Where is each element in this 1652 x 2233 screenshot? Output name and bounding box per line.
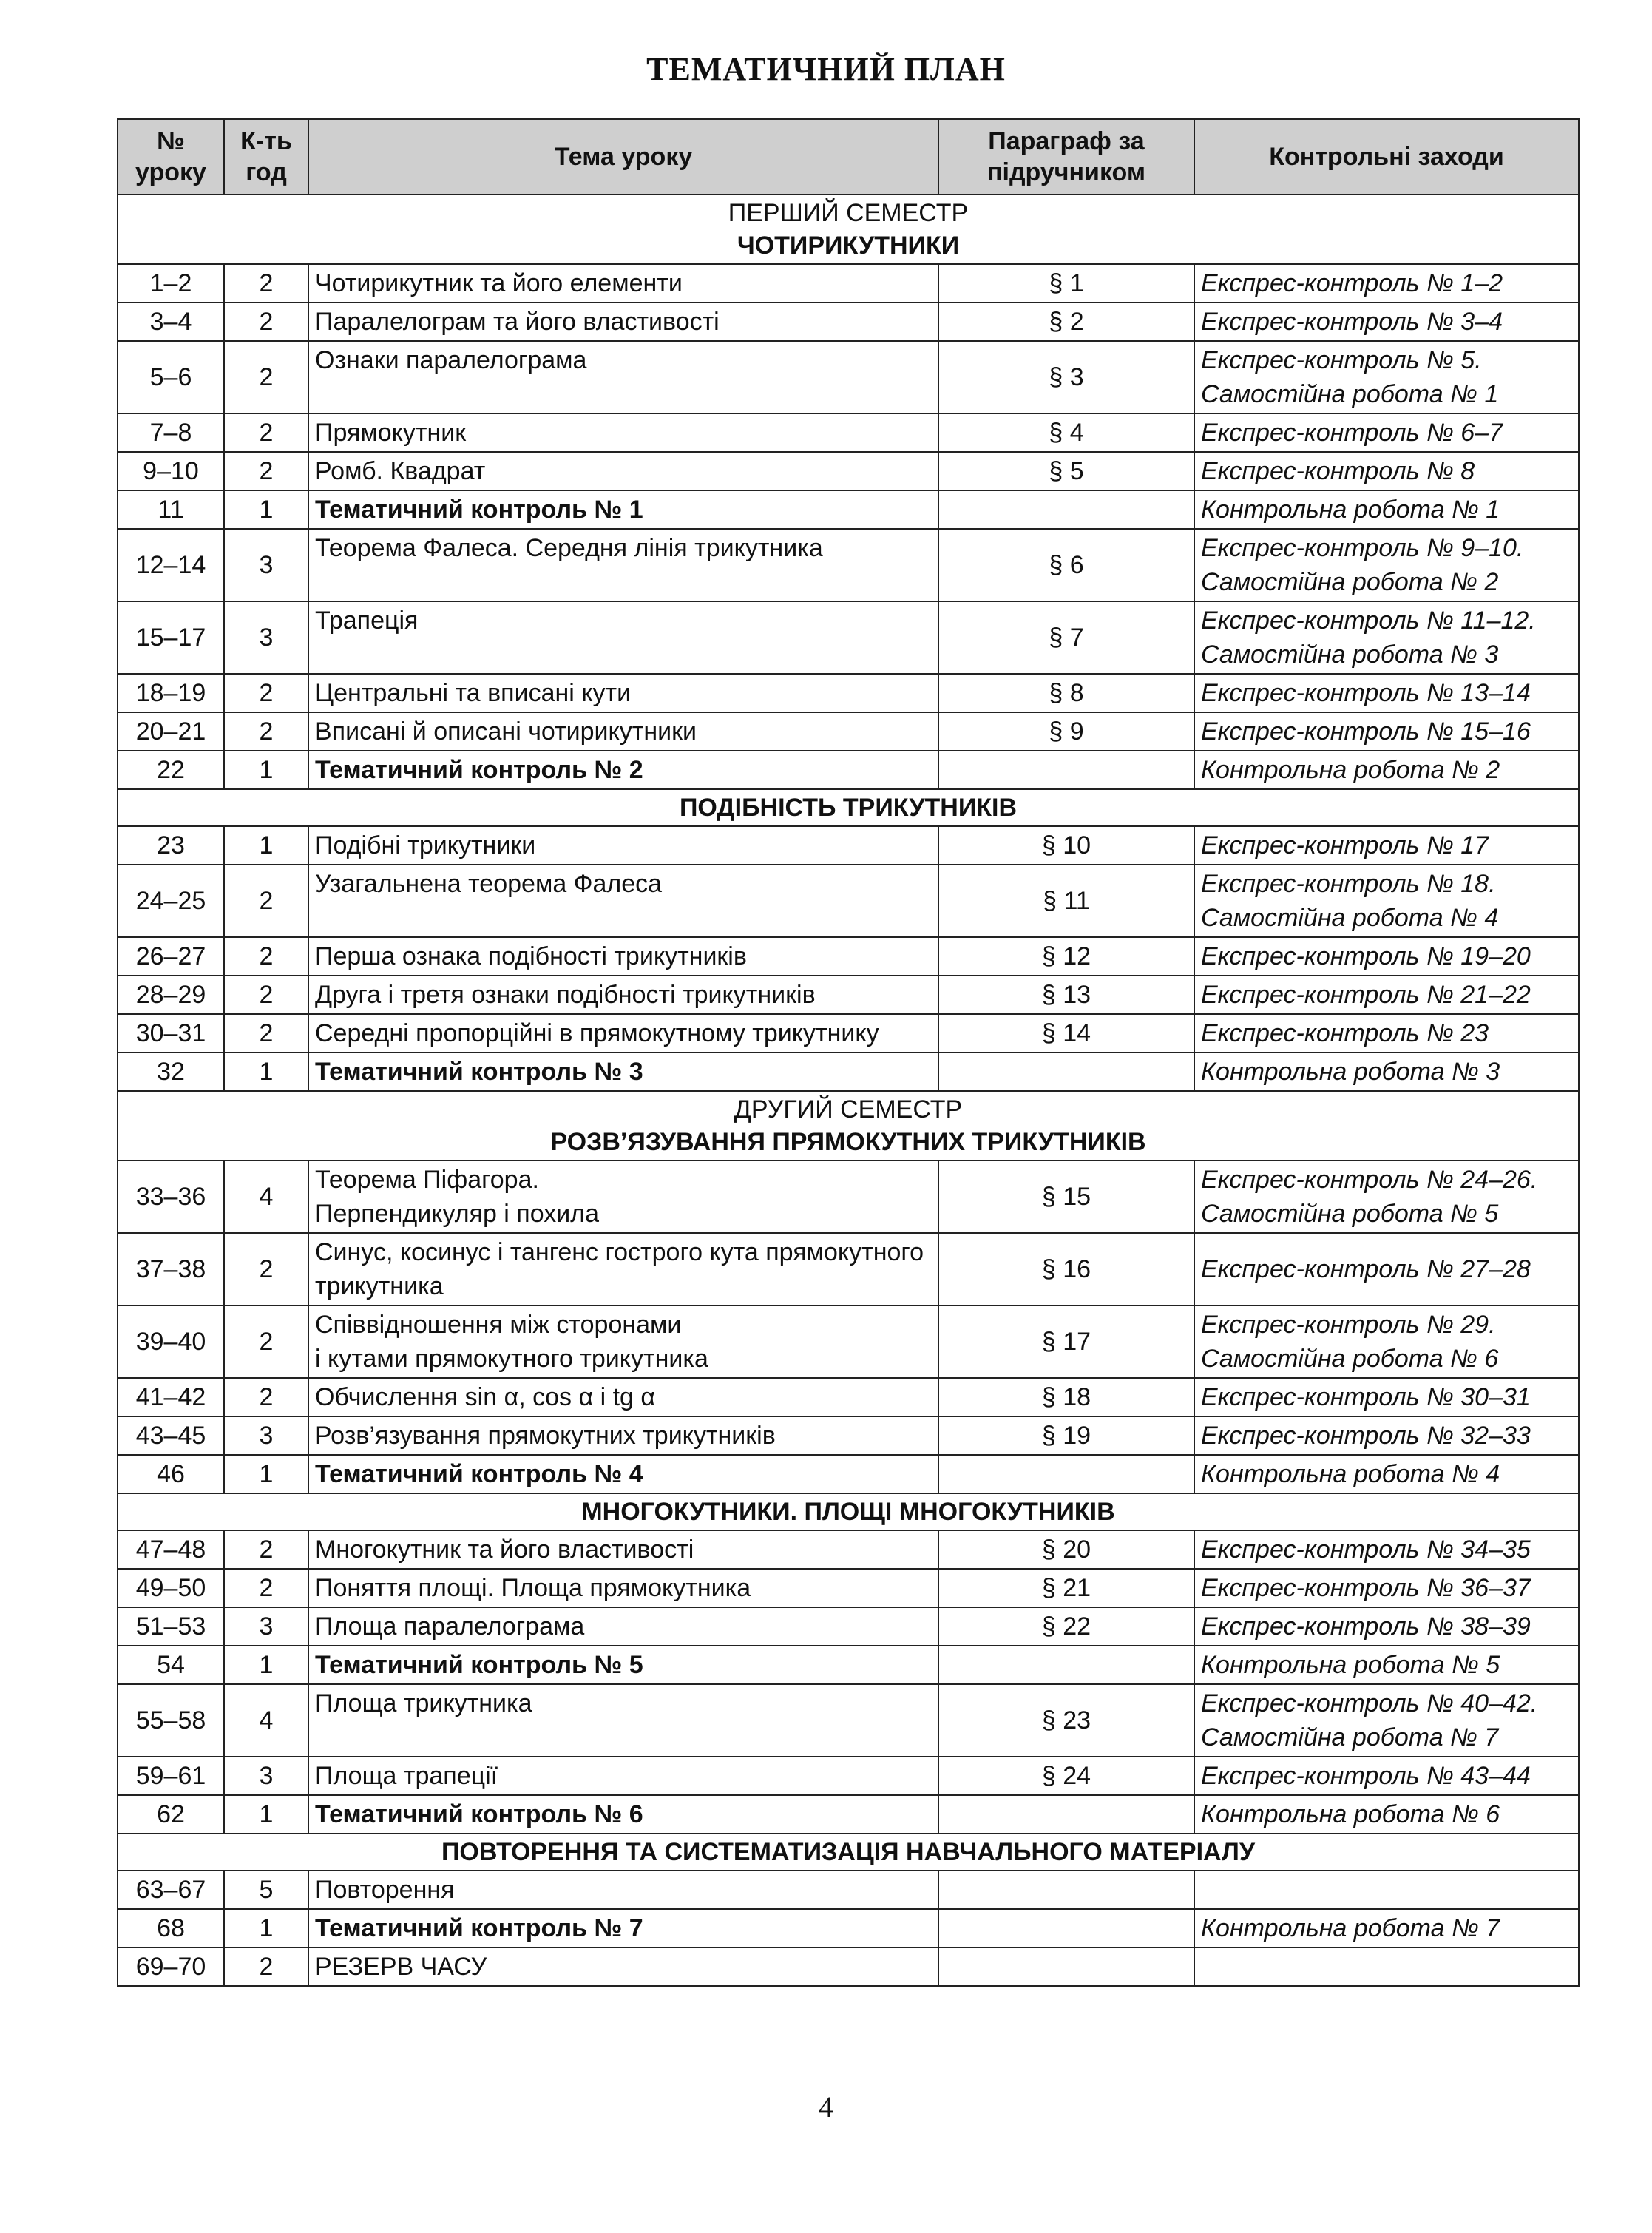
section-row [118, 1091, 1579, 1161]
semester-label: ДРУГИЙ СЕМЕСТР [734, 1095, 963, 1124]
table-row [118, 601, 1579, 674]
paragraph-cell: § 15 [938, 1161, 1194, 1233]
section-row [118, 195, 1579, 264]
topic-cell: Середні пропорційні в прямокутному трикутнику [308, 1014, 938, 1053]
topic-cell: Тематичний контроль № 4 [308, 1455, 938, 1493]
hours-cell: 1 [224, 490, 308, 529]
lesson-number-cell: 3–4 [118, 303, 224, 341]
lesson-number-cell: 54 [118, 1646, 224, 1684]
topic-cell: Поняття площі. Площа прямокутника [308, 1569, 938, 1607]
table-row [118, 1416, 1579, 1455]
lesson-number-cell: 18–19 [118, 674, 224, 712]
semester-label: ПЕРШИЙ СЕМЕСТР [728, 199, 969, 227]
hours-cell: 2 [224, 937, 308, 976]
lesson-number-cell: 32 [118, 1053, 224, 1091]
topic-cell: Теорема Фалеса. Середня лінія трикутника [308, 529, 938, 601]
topic-cell: Трапеція [308, 601, 938, 674]
hours-cell: 2 [224, 452, 308, 490]
table-row [118, 1569, 1579, 1607]
section-heading [118, 1091, 1579, 1161]
paragraph-cell: § 17 [938, 1305, 1194, 1378]
paragraph-cell: § 24 [938, 1757, 1194, 1795]
paragraph-cell [938, 1795, 1194, 1834]
lesson-number-cell: 59–61 [118, 1757, 224, 1795]
paragraph-cell [938, 1053, 1194, 1091]
table-row [118, 1607, 1579, 1646]
section-row [118, 1834, 1579, 1871]
lesson-number-cell: 22 [118, 751, 224, 789]
table-row [118, 490, 1579, 529]
table-row [118, 1530, 1579, 1569]
table-row [118, 529, 1579, 601]
table-row [118, 1161, 1579, 1233]
table-row [118, 1014, 1579, 1053]
table-row [118, 1305, 1579, 1378]
hours-cell: 2 [224, 341, 308, 413]
lesson-number-cell: 5–6 [118, 341, 224, 413]
table-row [118, 1947, 1579, 1986]
paragraph-cell: § 7 [938, 601, 1194, 674]
control-cell: Експрес-контроль № 19–20 [1194, 937, 1579, 976]
paragraph-cell [938, 490, 1194, 529]
control-cell [1194, 1947, 1579, 1986]
control-cell: Експрес-контроль № 5. Самостійна робота № 1 [1194, 341, 1579, 413]
lesson-number-cell: 51–53 [118, 1607, 224, 1646]
section-row [118, 789, 1579, 826]
control-cell: Контрольна робота № 1 [1194, 490, 1579, 529]
hours-cell: 2 [224, 413, 308, 452]
lesson-number-cell: 20–21 [118, 712, 224, 751]
hours-cell: 2 [224, 976, 308, 1014]
hours-cell: 2 [224, 1305, 308, 1378]
table-row [118, 1233, 1579, 1305]
lesson-number-cell: 1–2 [118, 264, 224, 303]
paragraph-cell: § 21 [938, 1569, 1194, 1607]
hours-cell: 2 [224, 865, 308, 937]
topic-cell: Узагальнена теорема Фалеса [308, 865, 938, 937]
control-cell: Експрес-контроль № 18. Самостійна робота № 4 [1194, 865, 1579, 937]
table-row [118, 341, 1579, 413]
hours-cell: 2 [224, 303, 308, 341]
control-cell: Експрес-контроль № 3–4 [1194, 303, 1579, 341]
lesson-number-cell: 33–36 [118, 1161, 224, 1233]
paragraph-cell [938, 1455, 1194, 1493]
control-cell: Контрольна робота № 5 [1194, 1646, 1579, 1684]
control-cell: Експрес-контроль № 29. Самостійна робота № 6 [1194, 1305, 1579, 1378]
topic-cell: Повторення [308, 1871, 938, 1909]
control-cell: Експрес-контроль № 34–35 [1194, 1530, 1579, 1569]
paragraph-cell: § 14 [938, 1014, 1194, 1053]
section-heading [118, 1493, 1579, 1530]
control-cell: Експрес-контроль № 9–10. Самостійна робота № 2 [1194, 529, 1579, 601]
lesson-number-cell: 43–45 [118, 1416, 224, 1455]
page-title: ТЕМАТИЧНИЙ ПЛАН [646, 51, 1006, 87]
paragraph-cell: § 3 [938, 341, 1194, 413]
paragraph-cell: § 9 [938, 712, 1194, 751]
header-topic: Тема уроку [308, 119, 938, 195]
hours-cell: 5 [224, 1871, 308, 1909]
topic-cell: Обчислення sin α, cos α і tg α [308, 1378, 938, 1416]
paragraph-cell [938, 1646, 1194, 1684]
lesson-number-cell: 11 [118, 490, 224, 529]
paragraph-cell: § 1 [938, 264, 1194, 303]
section-title: РОЗВ’ЯЗУВАННЯ ПРЯМОКУТНИХ ТРИКУТНИКІВ [550, 1128, 1146, 1156]
hours-cell: 3 [224, 1757, 308, 1795]
paragraph-cell: § 13 [938, 976, 1194, 1014]
table-row [118, 865, 1579, 937]
table-row [118, 751, 1579, 789]
table-row [118, 1909, 1579, 1947]
table-row [118, 413, 1579, 452]
lesson-number-cell: 12–14 [118, 529, 224, 601]
control-cell: Експрес-контроль № 11–12. Самостійна робота № 3 [1194, 601, 1579, 674]
lesson-number-cell: 23 [118, 826, 224, 865]
control-cell: Контрольна робота № 6 [1194, 1795, 1579, 1834]
topic-cell: Подібні трикутники [308, 826, 938, 865]
table-row [118, 303, 1579, 341]
hours-cell: 3 [224, 529, 308, 601]
lesson-number-cell: 37–38 [118, 1233, 224, 1305]
paragraph-cell: § 10 [938, 826, 1194, 865]
section-row [118, 1493, 1579, 1530]
topic-cell: Многокутник та його властивості [308, 1530, 938, 1569]
table-row [118, 1378, 1579, 1416]
topic-cell: РЕЗЕРВ ЧАСУ [308, 1947, 938, 1986]
control-cell: Експрес-контроль № 24–26. Самостійна робота № 5 [1194, 1161, 1579, 1233]
hours-cell: 3 [224, 601, 308, 674]
topic-cell: Тематичний контроль № 1 [308, 490, 938, 529]
control-cell: Експрес-контроль № 38–39 [1194, 1607, 1579, 1646]
lesson-number-cell: 26–27 [118, 937, 224, 976]
table-row [118, 937, 1579, 976]
paragraph-cell: § 19 [938, 1416, 1194, 1455]
control-cell: Експрес-контроль № 30–31 [1194, 1378, 1579, 1416]
topic-cell: Розв’язування прямокутних трикутників [308, 1416, 938, 1455]
table-row [118, 264, 1579, 303]
lesson-number-cell: 39–40 [118, 1305, 224, 1378]
table-row [118, 712, 1579, 751]
table-row [118, 1795, 1579, 1834]
lesson-number-cell: 9–10 [118, 452, 224, 490]
section-title: ПОДІБНІСТЬ ТРИКУТНИКІВ [679, 794, 1018, 822]
paragraph-cell [938, 1909, 1194, 1947]
table-row [118, 976, 1579, 1014]
hours-cell: 1 [224, 1053, 308, 1091]
hours-cell: 1 [224, 751, 308, 789]
control-cell: Експрес-контроль № 36–37 [1194, 1569, 1579, 1607]
paragraph-cell: § 22 [938, 1607, 1194, 1646]
hours-cell: 1 [224, 826, 308, 865]
table-row [118, 674, 1579, 712]
topic-cell: Паралелограм та його властивості [308, 303, 938, 341]
section-heading [118, 1834, 1579, 1871]
topic-cell: Теорема Піфагора. Перпендикуляр і похила [308, 1161, 938, 1233]
control-cell: Контрольна робота № 3 [1194, 1053, 1579, 1091]
section-heading [118, 195, 1579, 264]
control-cell: Експрес-контроль № 17 [1194, 826, 1579, 865]
topic-cell: Площа трикутника [308, 1684, 938, 1757]
table-body [118, 195, 1579, 1986]
lesson-number-cell: 68 [118, 1909, 224, 1947]
lesson-number-cell: 24–25 [118, 865, 224, 937]
paragraph-cell: § 18 [938, 1378, 1194, 1416]
lesson-number-cell: 46 [118, 1455, 224, 1493]
topic-cell: Ромб. Квадрат [308, 452, 938, 490]
page-number: 4 [819, 2090, 833, 2124]
lesson-number-cell: 47–48 [118, 1530, 224, 1569]
hours-cell: 4 [224, 1161, 308, 1233]
hours-cell: 2 [224, 1378, 308, 1416]
topic-cell: Тематичний контроль № 6 [308, 1795, 938, 1834]
paragraph-cell: § 5 [938, 452, 1194, 490]
lesson-number-cell: 28–29 [118, 976, 224, 1014]
control-cell: Експрес-контроль № 21–22 [1194, 976, 1579, 1014]
section-title: МНОГОКУТНИКИ. ПЛОЩІ МНОГОКУТНИКІВ [581, 1498, 1115, 1526]
topic-cell: Перша ознака подібності трикутників [308, 937, 938, 976]
control-cell: Експрес-контроль № 23 [1194, 1014, 1579, 1053]
hours-cell: 3 [224, 1416, 308, 1455]
control-cell: Контрольна робота № 4 [1194, 1455, 1579, 1493]
lesson-number-cell: 49–50 [118, 1569, 224, 1607]
control-cell: Експрес-контроль № 15–16 [1194, 712, 1579, 751]
topic-cell: Ознаки паралелограма [308, 341, 938, 413]
topic-cell: Тематичний контроль № 2 [308, 751, 938, 789]
hours-cell: 2 [224, 1530, 308, 1569]
table-row [118, 452, 1579, 490]
section-title: ЧОТИРИКУТНИКИ [737, 232, 960, 260]
topic-cell: Прямокутник [308, 413, 938, 452]
paragraph-cell: § 2 [938, 303, 1194, 341]
table-row [118, 1646, 1579, 1684]
topic-cell: Друга і третя ознаки подібності трикутників [308, 976, 938, 1014]
table-row [118, 1053, 1579, 1091]
paragraph-cell: § 8 [938, 674, 1194, 712]
paragraph-cell: § 12 [938, 937, 1194, 976]
table-row [118, 1757, 1579, 1795]
hours-cell: 2 [224, 1014, 308, 1053]
section-title: ПОВТОРЕННЯ ТА СИСТЕМАТИЗАЦІЯ НАВЧАЛЬНОГО МАТЕРІАЛУ [441, 1838, 1255, 1866]
hours-cell: 1 [224, 1795, 308, 1834]
table-row [118, 826, 1579, 865]
hours-cell: 1 [224, 1646, 308, 1684]
lesson-number-cell: 69–70 [118, 1947, 224, 1986]
paragraph-cell [938, 751, 1194, 789]
control-cell: Експрес-контроль № 32–33 [1194, 1416, 1579, 1455]
hours-cell: 2 [224, 712, 308, 751]
control-cell: Контрольна робота № 7 [1194, 1909, 1579, 1947]
paragraph-cell: § 20 [938, 1530, 1194, 1569]
topic-cell: Площа трапеції [308, 1757, 938, 1795]
control-cell: Експрес-контроль № 43–44 [1194, 1757, 1579, 1795]
topic-cell: Вписані й описані чотирикутники [308, 712, 938, 751]
lesson-number-cell: 55–58 [118, 1684, 224, 1757]
paragraph-cell: § 16 [938, 1233, 1194, 1305]
topic-cell: Співвідношення між сторонами і кутами прямокутного трикутника [308, 1305, 938, 1378]
header-hours: К-ть год [224, 119, 308, 195]
topic-cell: Центральні та вписані кути [308, 674, 938, 712]
lesson-number-cell: 63–67 [118, 1871, 224, 1909]
paragraph-cell: § 6 [938, 529, 1194, 601]
table-row [118, 1871, 1579, 1909]
lesson-number-cell: 30–31 [118, 1014, 224, 1053]
topic-cell: Площа паралелограма [308, 1607, 938, 1646]
table-row [118, 1455, 1579, 1493]
hours-cell: 2 [224, 1233, 308, 1305]
topic-cell: Синус, косинус і тангенс гострого кута прямокутного трикутника [308, 1233, 938, 1305]
lesson-number-cell: 41–42 [118, 1378, 224, 1416]
hours-cell: 2 [224, 1947, 308, 1986]
lesson-number-cell: 62 [118, 1795, 224, 1834]
table-row [118, 1684, 1579, 1757]
header-lesson-number: № уроку [118, 119, 224, 195]
paragraph-cell [938, 1871, 1194, 1909]
hours-cell: 3 [224, 1607, 308, 1646]
control-cell: Експрес-контроль № 40–42. Самостійна робота № 7 [1194, 1684, 1579, 1757]
control-cell: Контрольна робота № 2 [1194, 751, 1579, 789]
control-cell: Експрес-контроль № 27–28 [1194, 1233, 1579, 1305]
section-heading [118, 789, 1579, 826]
header-paragraph: Параграф за підручником [938, 119, 1194, 195]
control-cell: Експрес-контроль № 6–7 [1194, 413, 1579, 452]
hours-cell: 4 [224, 1684, 308, 1757]
hours-cell: 1 [224, 1455, 308, 1493]
hours-cell: 2 [224, 674, 308, 712]
paragraph-cell: § 11 [938, 865, 1194, 937]
hours-cell: 2 [224, 264, 308, 303]
table-header-row [118, 119, 1579, 195]
paragraph-cell: § 4 [938, 413, 1194, 452]
control-cell: Експрес-контроль № 1–2 [1194, 264, 1579, 303]
control-cell: Експрес-контроль № 8 [1194, 452, 1579, 490]
control-cell [1194, 1871, 1579, 1909]
control-cell: Експрес-контроль № 13–14 [1194, 674, 1579, 712]
thematic-plan-table [117, 118, 1580, 1987]
lesson-number-cell: 15–17 [118, 601, 224, 674]
topic-cell: Чотирикутник та його елементи [308, 264, 938, 303]
paragraph-cell: § 23 [938, 1684, 1194, 1757]
header-control: Контрольні заходи [1194, 119, 1579, 195]
topic-cell: Тематичний контроль № 3 [308, 1053, 938, 1091]
topic-cell: Тематичний контроль № 5 [308, 1646, 938, 1684]
paragraph-cell [938, 1947, 1194, 1986]
topic-cell: Тематичний контроль № 7 [308, 1909, 938, 1947]
hours-cell: 1 [224, 1909, 308, 1947]
hours-cell: 2 [224, 1569, 308, 1607]
lesson-number-cell: 7–8 [118, 413, 224, 452]
